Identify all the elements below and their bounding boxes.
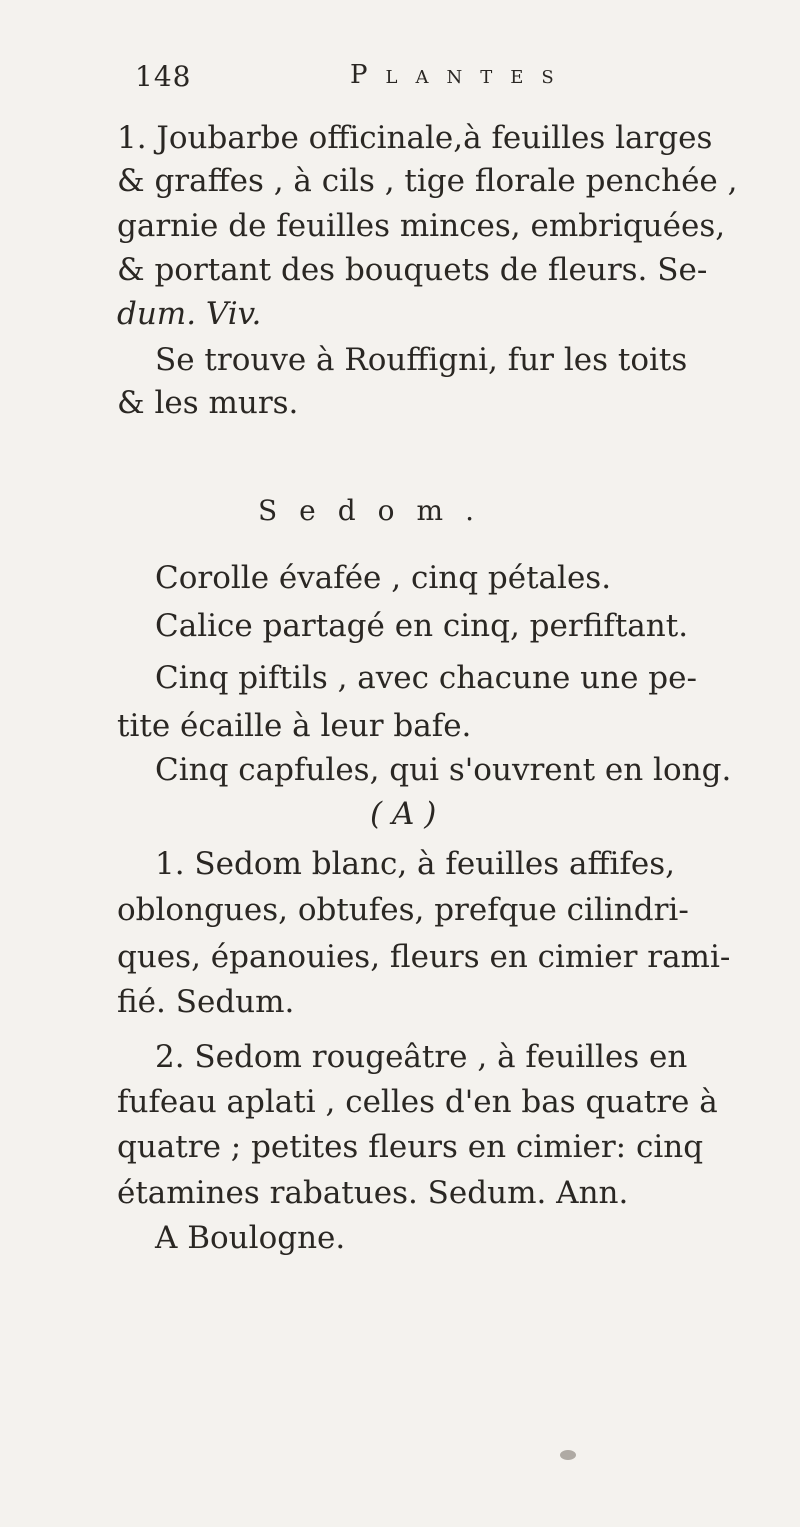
entry1-line-7: & les murs. <box>117 385 299 421</box>
species-line-5: 2. Sedom rougeâtre , à feuilles en <box>155 1039 688 1075</box>
page-number: 148 <box>135 60 192 93</box>
characters-line-5: Cinq capfules, qui s'ouvrent en long. <box>155 752 732 788</box>
running-head: Plantes <box>350 60 572 90</box>
species-line-3: ques, épanouies, fleurs en cimier rami- <box>117 939 731 975</box>
section-title: Sedom. <box>258 494 496 527</box>
species-line-2: oblongues, obtufes, prefque cilindri- <box>117 892 689 928</box>
entry1-line-5: dum. Viv. <box>117 296 262 332</box>
species-line-8: étamines rabatues. Sedum. Ann. <box>117 1175 629 1211</box>
characters-line-3: Cinq piftils , avec chacune une pe- <box>155 660 697 696</box>
species-line-6: fufeau aplati , celles d'en bas quatre à <box>117 1084 718 1120</box>
plate-reference: ( A ) <box>370 796 437 832</box>
species-line-9: A Boulogne. <box>155 1220 346 1256</box>
characters-line-2: Calice partagé en cinq, perfiftant. <box>155 608 689 644</box>
entry1-line-2: & graffes , à cils , tige florale penchée , <box>117 163 738 199</box>
species-line-1: 1. Sedom blanc, à feuilles affifes, <box>155 846 676 882</box>
entry1-line-3: garnie de feuilles minces, embriquées, <box>117 208 726 244</box>
species-line-7: quatre ; petites fleurs en cimier: cinq <box>117 1129 704 1165</box>
page-header <box>135 60 775 100</box>
entry1-line-4: & portant des bouquets de fleurs. Se- <box>117 252 708 288</box>
species-line-4: fié. Sedum. <box>117 984 295 1020</box>
entry1-line-6: Se trouve à Rouffigni, fur les toits <box>155 342 688 378</box>
printer-mark <box>560 1450 576 1460</box>
characters-line-1: Corolle évafée , cinq pétales. <box>155 560 612 596</box>
entry1-line-1: 1. Joubarbe officinale,à feuilles larges <box>117 120 713 156</box>
characters-line-4: tite écaille à leur bafe. <box>117 708 472 744</box>
